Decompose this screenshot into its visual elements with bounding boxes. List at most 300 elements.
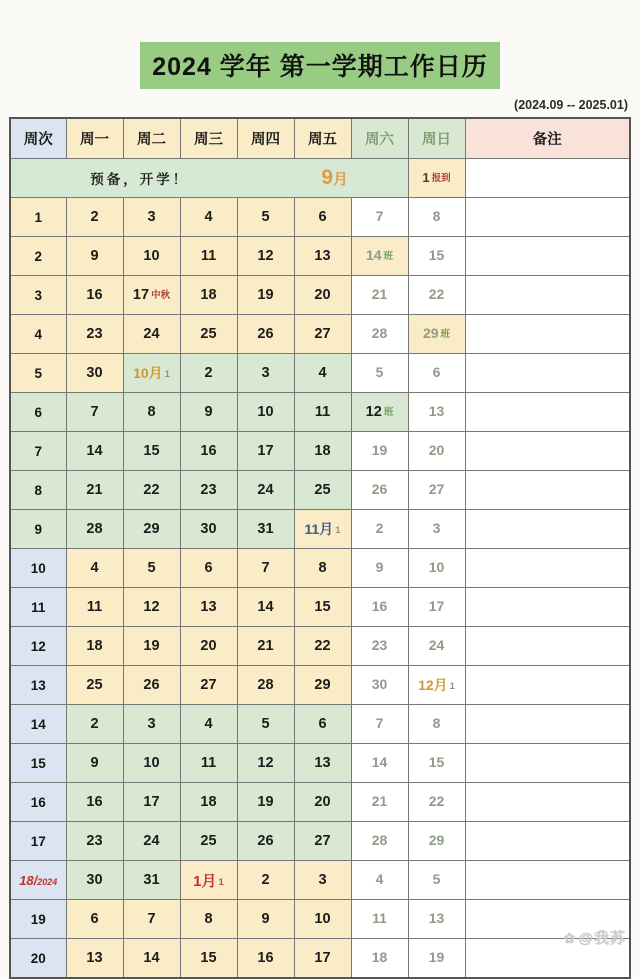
- day-number: 10: [143, 248, 160, 264]
- day-cell: [408, 237, 465, 276]
- week-row: [10, 666, 630, 705]
- day-number: 24: [143, 833, 160, 849]
- day-cell: [237, 783, 294, 822]
- week-row: [10, 627, 630, 666]
- day-cell: [66, 705, 123, 744]
- calendar-header-row: [10, 118, 630, 159]
- day-cell: [408, 276, 465, 315]
- day-number: 14: [365, 247, 382, 263]
- remark-cell: [465, 822, 630, 861]
- day-cell: [294, 198, 351, 237]
- day-number: 16: [86, 794, 103, 810]
- day-number: 25: [314, 482, 331, 498]
- day-cell: [408, 744, 465, 783]
- day-number: 21: [86, 482, 103, 498]
- day-cell: [66, 471, 123, 510]
- day-number: 10: [143, 755, 160, 771]
- day-number: 17: [314, 950, 331, 966]
- day-number: 25: [200, 326, 217, 342]
- day-cell: [351, 549, 408, 588]
- week-row: [10, 510, 630, 549]
- day-cell: [351, 627, 408, 666]
- day-cell: [351, 900, 408, 939]
- header-day-5: 周五: [294, 118, 351, 159]
- day-cell: [351, 822, 408, 861]
- day-cell: [66, 549, 123, 588]
- day-number: 15: [314, 599, 331, 615]
- day-number: 4: [204, 716, 213, 732]
- week-number-cell: 19: [10, 900, 66, 939]
- day-cell: [180, 588, 237, 627]
- day-cell: [180, 705, 237, 744]
- day-number: 23: [86, 326, 103, 342]
- day-cell: [66, 510, 123, 549]
- day-number: 9: [204, 404, 213, 420]
- day-cell: [180, 510, 237, 549]
- remark-cell: [465, 237, 630, 276]
- day-cell: [123, 939, 180, 979]
- day-cell: [66, 315, 123, 354]
- week-number-cell: 2: [10, 237, 66, 276]
- day-cell: [408, 861, 465, 900]
- day-cell: [408, 354, 465, 393]
- day-number: 10: [257, 404, 274, 420]
- day-cell: [180, 744, 237, 783]
- day-cell: [123, 510, 180, 549]
- day-number: 26: [257, 833, 274, 849]
- week-number-cell: 16: [10, 783, 66, 822]
- week-number: 18/: [19, 872, 38, 888]
- week-row: [10, 822, 630, 861]
- day-cell: [66, 900, 123, 939]
- day-number: 7: [147, 911, 156, 927]
- remark-cell: [465, 159, 630, 198]
- day-number: 11: [86, 599, 103, 615]
- day-number: 7: [375, 715, 384, 731]
- day-cell: [237, 471, 294, 510]
- week-number-cell: 5: [10, 354, 66, 393]
- day-number: 3: [147, 716, 156, 732]
- day-number: 12: [143, 599, 160, 615]
- day-cell: [237, 198, 294, 237]
- day-number: 13: [86, 950, 103, 966]
- day-cell: [351, 861, 408, 900]
- remark-cell: [465, 627, 630, 666]
- week-row: [10, 315, 630, 354]
- day-number: 6: [318, 209, 327, 225]
- day-number: 4: [204, 209, 213, 225]
- day-number: 6: [204, 560, 213, 576]
- day-cell: [294, 705, 351, 744]
- day-cell: [408, 510, 465, 549]
- day-number: 20: [200, 638, 217, 654]
- day-number: 29: [422, 325, 439, 341]
- day-number: 29: [314, 677, 331, 693]
- remark-cell: [465, 549, 630, 588]
- day-cell: [66, 627, 123, 666]
- week-number-cell: 3: [10, 276, 66, 315]
- day-cell: [408, 627, 465, 666]
- day-cell: [294, 666, 351, 705]
- day-cell: [123, 744, 180, 783]
- day-cell: [180, 666, 237, 705]
- remark-cell: [465, 315, 630, 354]
- day-cell: [180, 393, 237, 432]
- day-cell: [351, 393, 408, 432]
- day-cell: [408, 900, 465, 939]
- header-remark: 备注: [465, 118, 630, 159]
- day-number: 28: [371, 325, 388, 341]
- day-note: 1: [164, 369, 170, 380]
- week-row: [10, 939, 630, 979]
- day-cell: [351, 588, 408, 627]
- day-cell: [408, 783, 465, 822]
- day-cell: [351, 354, 408, 393]
- week-row: [10, 705, 630, 744]
- day-number: 27: [428, 481, 445, 497]
- day-number: 9: [90, 248, 99, 264]
- day-cell: [294, 276, 351, 315]
- header-day-6: 周六: [351, 118, 408, 159]
- day-cell: [180, 276, 237, 315]
- day-number: 12月: [418, 677, 448, 693]
- day-number: 23: [371, 637, 388, 653]
- day-number: 30: [86, 872, 103, 888]
- day-cell: [408, 666, 465, 705]
- remark-cell: [465, 393, 630, 432]
- header-day-1: 周一: [66, 118, 123, 159]
- day-cell: [237, 666, 294, 705]
- day-cell: [180, 237, 237, 276]
- day-cell: [351, 510, 408, 549]
- day-cell: [180, 939, 237, 979]
- day-cell: [351, 237, 408, 276]
- week-row: [10, 588, 630, 627]
- week-row: [10, 276, 630, 315]
- day-cell: [123, 588, 180, 627]
- day-number: 21: [257, 638, 274, 654]
- september-banner: [10, 159, 408, 198]
- day-number: 18: [371, 949, 388, 965]
- registration-note: 报到: [431, 173, 451, 184]
- day-cell: [66, 939, 123, 979]
- day-cell: [351, 315, 408, 354]
- day-number: 23: [200, 482, 217, 498]
- day-cell: [66, 354, 123, 393]
- remark-cell: [465, 354, 630, 393]
- day-cell: [237, 549, 294, 588]
- day-cell: [237, 705, 294, 744]
- week-row: [10, 783, 630, 822]
- day-number: 16: [86, 287, 103, 303]
- day-number: 17: [257, 443, 274, 459]
- day-cell: [408, 198, 465, 237]
- day-number: 17: [132, 287, 150, 303]
- day-number: 24: [257, 482, 274, 498]
- day-number: 30: [371, 676, 388, 692]
- day-cell: [294, 939, 351, 979]
- day-number: 13: [428, 910, 445, 926]
- day-cell: [66, 588, 123, 627]
- day-cell: [237, 393, 294, 432]
- day-number: 24: [428, 637, 445, 653]
- week-row: [10, 198, 630, 237]
- day-number: 3: [318, 872, 327, 888]
- day-cell: [294, 588, 351, 627]
- week-number-cell: 9: [10, 510, 66, 549]
- day-cell: [123, 315, 180, 354]
- remark-cell: [465, 861, 630, 900]
- week-row: [10, 471, 630, 510]
- day-number: 1月: [193, 872, 217, 890]
- day-cell: [123, 549, 180, 588]
- day-cell: [294, 354, 351, 393]
- day-number: 6: [90, 911, 99, 927]
- day-number: 15: [143, 443, 160, 459]
- day-cell: [66, 822, 123, 861]
- day-cell: [237, 276, 294, 315]
- day-cell: [123, 783, 180, 822]
- day-cell: [294, 744, 351, 783]
- day-cell: [408, 549, 465, 588]
- day-number: 5: [261, 209, 270, 225]
- day-number: 18: [314, 443, 331, 459]
- day-number: 19: [257, 794, 274, 810]
- day-cell: [237, 939, 294, 979]
- day-cell: [180, 783, 237, 822]
- day-number: 6: [318, 716, 327, 732]
- day-cell: [123, 822, 180, 861]
- day-number: 31: [257, 521, 274, 537]
- day-cell: [408, 471, 465, 510]
- day-note: 班: [440, 329, 451, 340]
- remark-cell: [465, 783, 630, 822]
- day-number: 11月: [304, 521, 334, 537]
- day-cell: [351, 276, 408, 315]
- remark-cell: [465, 588, 630, 627]
- day-cell: [294, 432, 351, 471]
- day-cell: [123, 393, 180, 432]
- day-cell: [123, 705, 180, 744]
- day-number: 3: [432, 520, 441, 536]
- watermark: [564, 927, 626, 948]
- day-number: 9: [261, 911, 270, 927]
- day-number: 11: [200, 248, 217, 264]
- day-cell: [123, 237, 180, 276]
- day-number: 30: [86, 365, 103, 381]
- day-cell: [351, 939, 408, 979]
- day-cell: [294, 393, 351, 432]
- day-number: 22: [143, 482, 160, 498]
- remark-cell: [465, 705, 630, 744]
- day-number: 12: [257, 755, 274, 771]
- day-cell: [294, 549, 351, 588]
- day-cell: [66, 393, 123, 432]
- day-cell: [123, 471, 180, 510]
- day-cell: [408, 393, 465, 432]
- day-cell: [237, 237, 294, 276]
- month-row-september: [10, 159, 630, 198]
- week-number-cell: 18/2024: [10, 861, 66, 900]
- week-number-cell: 13: [10, 666, 66, 705]
- day-cell: [294, 822, 351, 861]
- week-number-cell: 17: [10, 822, 66, 861]
- day-cell: [66, 198, 123, 237]
- day-number: 9: [375, 559, 384, 575]
- day-note: 1: [218, 876, 224, 888]
- day-number: 28: [371, 832, 388, 848]
- day-number: 28: [257, 677, 274, 693]
- week-row: [10, 549, 630, 588]
- day-number: 8: [318, 560, 327, 576]
- day-number: 17: [143, 794, 160, 810]
- day-cell: [66, 861, 123, 900]
- day-number: 5: [432, 871, 441, 887]
- watermark-logo-icon: ✿: [563, 930, 577, 946]
- day-number: 2: [204, 365, 213, 381]
- day-cell: [408, 705, 465, 744]
- day-cell: [294, 237, 351, 276]
- day-number: 14: [257, 599, 274, 615]
- day-cell: [237, 315, 294, 354]
- day-cell: [408, 432, 465, 471]
- day-cell: [237, 627, 294, 666]
- day-cell: [237, 822, 294, 861]
- day-number: 2: [261, 872, 270, 888]
- header-day-2: 周二: [123, 118, 180, 159]
- day-cell: [66, 666, 123, 705]
- day-cell: [180, 627, 237, 666]
- day-cell: [180, 822, 237, 861]
- week-row: [10, 861, 630, 900]
- work-calendar-table: [9, 117, 631, 979]
- day-cell: [294, 315, 351, 354]
- header-day-7: 周日: [408, 118, 465, 159]
- day-cell: [294, 627, 351, 666]
- week-number-cell: 20: [10, 939, 66, 979]
- day-number: 8: [204, 911, 213, 927]
- day-number: 28: [86, 521, 103, 537]
- day-number: 4: [375, 871, 384, 887]
- day-number: 27: [314, 833, 331, 849]
- day-cell: [351, 783, 408, 822]
- day-cell: [123, 861, 180, 900]
- day-number: 5: [375, 364, 384, 380]
- remark-cell: [465, 471, 630, 510]
- day-cell: [351, 705, 408, 744]
- day-cell: [237, 354, 294, 393]
- day-number: 14: [371, 754, 388, 770]
- day-cell: [237, 432, 294, 471]
- day-number: 16: [257, 950, 274, 966]
- week-number-cell: 8: [10, 471, 66, 510]
- watermark-text: @我苏: [578, 930, 626, 947]
- remark-cell: [465, 276, 630, 315]
- day-cell: [123, 432, 180, 471]
- day-number: 22: [428, 793, 445, 809]
- remark-cell: [465, 198, 630, 237]
- day-number: 20: [428, 442, 445, 458]
- day-number: 3: [261, 365, 270, 381]
- day-number: 29: [428, 832, 445, 848]
- day-number: 5: [261, 716, 270, 732]
- week-row: [10, 237, 630, 276]
- day-number: 24: [143, 326, 160, 342]
- day-number: 13: [200, 599, 217, 615]
- day-number: 14: [143, 950, 160, 966]
- day-number: 6: [432, 364, 441, 380]
- day-cell: [123, 198, 180, 237]
- day-cell: [66, 432, 123, 471]
- week-number-cell: 7: [10, 432, 66, 471]
- day-cell: [123, 354, 180, 393]
- day-cell: [123, 900, 180, 939]
- week-number-cell: 11: [10, 588, 66, 627]
- day-cell: [237, 744, 294, 783]
- day-number: 11: [314, 404, 331, 420]
- day-cell: [66, 237, 123, 276]
- page-title: 2024 学年 第一学期工作日历: [140, 42, 500, 89]
- day-number: 3: [147, 209, 156, 225]
- day-number: 19: [257, 287, 274, 303]
- day-cell: [66, 744, 123, 783]
- day-cell: [408, 939, 465, 979]
- day-number: 17: [428, 598, 445, 614]
- day-number: 13: [428, 403, 445, 419]
- school-start-slogan: 预备，开学！: [90, 172, 190, 187]
- day-cell: [237, 510, 294, 549]
- day-number: 7: [261, 560, 270, 576]
- week-number-cell: 6: [10, 393, 66, 432]
- day-number: 2: [90, 209, 99, 225]
- day-note: 中秋: [151, 290, 171, 301]
- week-row: [10, 900, 630, 939]
- day-number: 29: [143, 521, 160, 537]
- day-number: 10: [428, 559, 445, 575]
- day-number: 22: [428, 286, 445, 302]
- day-number: 12: [257, 248, 274, 264]
- day-number: 8: [432, 715, 441, 731]
- day-number: 16: [200, 443, 217, 459]
- day-number: 25: [86, 677, 103, 693]
- day-number: 10: [314, 911, 331, 927]
- day-number: 20: [314, 287, 331, 303]
- day-note: 1: [449, 681, 455, 692]
- day-number: 13: [314, 755, 331, 771]
- day-number: 20: [314, 794, 331, 810]
- day-cell: [351, 432, 408, 471]
- day-cell: [237, 861, 294, 900]
- day-number: 22: [314, 638, 331, 654]
- day-number: 8: [147, 404, 156, 420]
- day-number: 25: [200, 833, 217, 849]
- day-number: 10月: [133, 365, 163, 381]
- day-number: 15: [428, 754, 445, 770]
- day-number: 19: [371, 442, 388, 458]
- day-number: 26: [371, 481, 388, 497]
- week-number-cell: 4: [10, 315, 66, 354]
- day-number: 18: [200, 287, 217, 303]
- day-cell: [408, 588, 465, 627]
- day-cell: [294, 783, 351, 822]
- day-cell: [66, 783, 123, 822]
- day-note: 班: [383, 407, 394, 418]
- week-row: [10, 393, 630, 432]
- day-cell: [123, 666, 180, 705]
- day-cell: [180, 549, 237, 588]
- header-week-no: 周次: [10, 118, 66, 159]
- day-note: 1: [335, 525, 341, 536]
